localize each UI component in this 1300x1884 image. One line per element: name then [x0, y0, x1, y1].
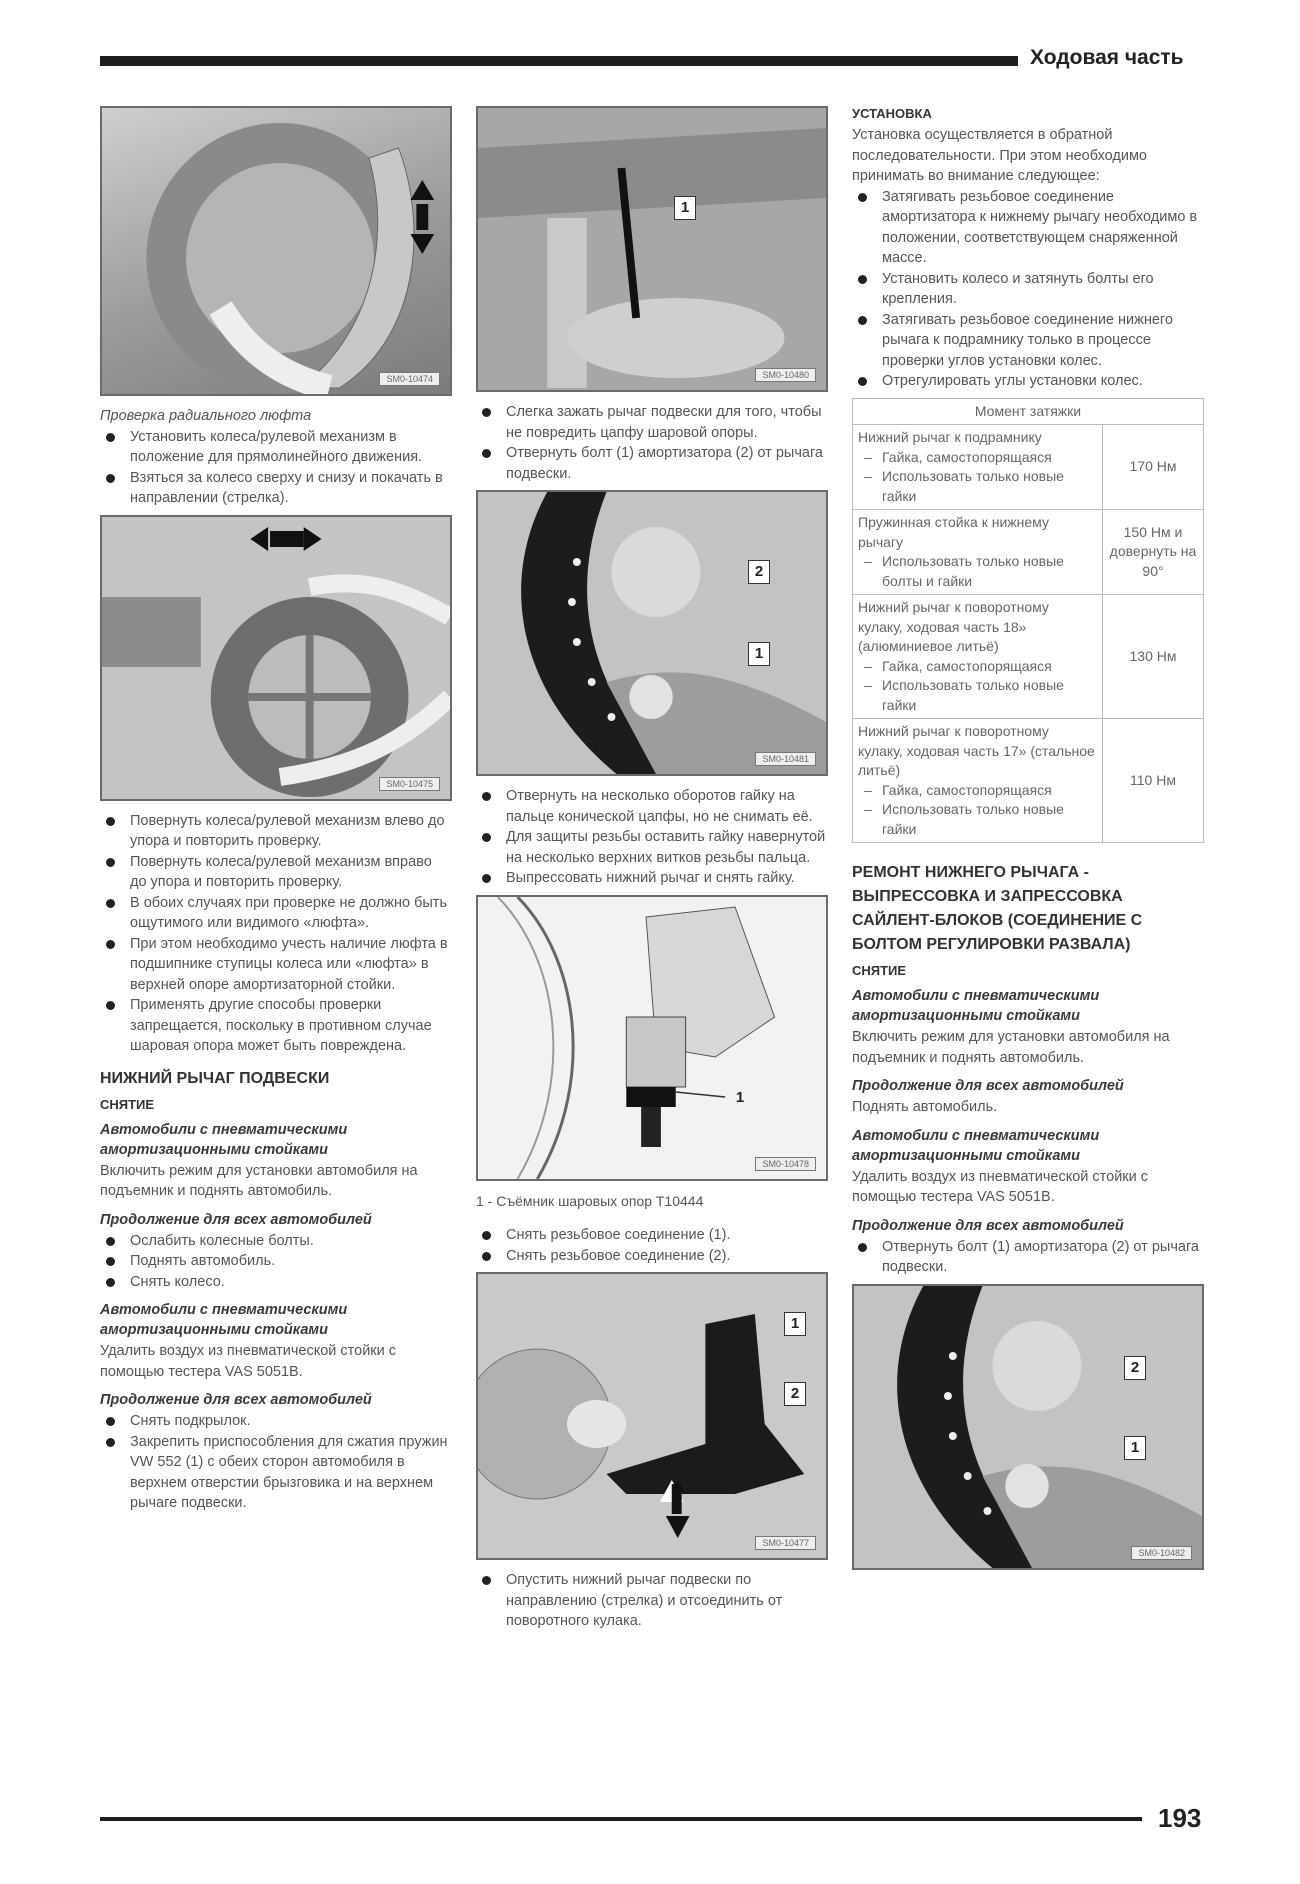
paragraph: Установка осуществляется в обратной последовательности. При этом необходимо принимать во внимание следующее: [852, 127, 1147, 184]
list-item: Отвернуть болт (1) амортизатора (2) от рычага подвески. [476, 443, 828, 484]
torque-value: 150 Нм и довернуть на 90° [1103, 510, 1204, 595]
row-note: – Использовать только новые болты и гайки [858, 552, 1097, 591]
figure-code: SM0-10480 [755, 368, 816, 382]
steps-list-2 [100, 811, 452, 1057]
list-item: Ослабить колесные болты. [100, 1231, 452, 1252]
section-heading: РЕМОНТ НИЖНЕГО РЫЧАГА - ВЫПРЕССОВКА И ЗАПРЕССОВКА САЙЛЕНТ-БЛОКОВ (СОЕДИНЕНИЕ С БОЛТОМ РЕГУЛИРОВКИ РАЗВАЛА) [852, 864, 1143, 953]
figure-code: SM0-10474 [379, 372, 440, 386]
list-item: Поднять автомобиль. [100, 1251, 452, 1272]
condition-heading: Автомобили с пневматическими амортизационными стойками [100, 1302, 348, 1338]
callout-2: 2 [784, 1382, 806, 1406]
list-item: Слегка зажать рычаг подвески для того, чтобы не повредить цапфу шаровой опоры. [476, 402, 828, 443]
chapter-title: Ходовая часть [1030, 46, 1184, 69]
list-item: Снять резьбовое соединение (1). [476, 1225, 828, 1246]
photo-lower-arm-removal [476, 1272, 828, 1560]
steps-list-3 [100, 1231, 452, 1293]
table-row [853, 595, 1204, 719]
row-note: – Использовать только новые гайки [858, 800, 1097, 839]
torque-table [852, 398, 1204, 844]
condition-heading: Автомобили с пневматическими амортизационными стойками [852, 988, 1100, 1024]
condition-heading: Продолжение для всех автомобилей [100, 1211, 372, 1228]
row-title: Нижний рычаг к поворотному кулаку, ходовая часть 18» (алюминиевое литьё) [858, 599, 1049, 654]
list-item: Снять колесо. [100, 1272, 452, 1293]
table-row [853, 510, 1204, 595]
steps-list-1 [476, 402, 828, 484]
paragraph: Удалить воздух из пневматической стойки с помощью тестера VAS 5051B. [100, 1343, 397, 1380]
row-title: Пружинная стойка к нижнему рычагу [858, 514, 1049, 550]
steps-list-3 [476, 1225, 828, 1266]
torque-value: 170 Нм [1103, 425, 1204, 510]
row-note: – Использовать только новые гайки [858, 467, 1097, 506]
paragraph: Включить режим для установки автомобиля на подъемник и поднять автомобиль. [852, 1029, 1170, 1066]
figure-code: SM0-10478 [755, 1157, 816, 1171]
row-note: – Использовать только новые гайки [858, 676, 1097, 715]
list-item: При этом необходимо учесть наличие люфта в подшипнике ступицы колеса или «люфта» в верхней опоре амортизаторной стойки. [100, 934, 452, 996]
header-rule [100, 56, 1018, 66]
callout-1: 1 [674, 196, 696, 220]
row-title: Нижний рычаг к подрамнику [858, 429, 1042, 445]
figure-code: SM0-10481 [755, 752, 816, 766]
page-number: 193 [1158, 1803, 1202, 1833]
list-item: Взяться за колесо сверху и снизу и покачать в направлении (стрелка). [100, 468, 452, 509]
paragraph: Удалить воздух из пневматической стойки с помощью тестера VAS 5051B. [852, 1168, 1149, 1205]
list-item: Отвернуть на несколько оборотов гайку на пальце конической цапфы, но не снимать её. [476, 786, 828, 827]
steps-list-2 [476, 786, 828, 889]
column-1 [100, 106, 452, 1520]
table-row [853, 719, 1204, 843]
figure-code: SM0-10475 [379, 777, 440, 791]
list-item: Затягивать резьбовое соединение амортизатора к нижнему рычагу необходимо в положении, соответствующем снаряженной массе. [852, 187, 1204, 269]
install-heading: УСТАНОВКА [852, 106, 932, 121]
row-note: – Гайка, самостопорящаяся [858, 448, 1097, 468]
subsection-heading: СНЯТИЕ [100, 1096, 155, 1112]
callout-2: 2 [1124, 1356, 1146, 1380]
column-3 [852, 106, 1204, 1580]
list-item: В обоих случаях при проверке не должно быть ощутимого или видимого «люфта». [100, 893, 452, 934]
paragraph: Поднять автомобиль. [852, 1099, 998, 1115]
row-title: Нижний рычаг к поворотному кулаку, ходовая часть 17» (стальное литьё) [858, 723, 1095, 778]
callout-1: 1 [1124, 1436, 1146, 1460]
photo-ball-joint-nut [476, 490, 828, 776]
row-note: – Гайка, самостопорящаяся [858, 657, 1097, 677]
subsection-heading: СНЯТИЕ [852, 963, 907, 978]
list-item: Отрегулировать углы установки колес. [852, 371, 1204, 392]
list-item: Отвернуть болт (1) амортизатора (2) от рычага подвески. [852, 1237, 1204, 1278]
drawing-ball-joint-puller [476, 895, 828, 1181]
paragraph: Включить режим для установки автомобиля на подъемник и поднять автомобиль. [100, 1162, 418, 1199]
torque-table-header: Момент затяжки [853, 398, 1204, 425]
list-item: Установить колесо и затянуть болты его крепления. [852, 269, 1204, 310]
torque-value: 110 Нм [1103, 719, 1204, 843]
callout-1: 1 [735, 1088, 745, 1106]
photo-lower-arm-bolt [852, 1284, 1204, 1570]
steps-list-4 [100, 1411, 452, 1514]
condition-heading: Продолжение для всех автомобилей [100, 1392, 372, 1408]
figure-code: SM0-10482 [1131, 1546, 1192, 1560]
column-2 [476, 106, 828, 1638]
steps-list-4 [476, 1570, 828, 1632]
callout-1: 1 [748, 642, 770, 666]
figure-code: SM0-10477 [755, 1536, 816, 1550]
list-item: Повернуть колеса/рулевой механизм влево до упора и повторить проверку. [100, 811, 452, 852]
list-item: Затягивать резьбовое соединение нижнего рычага к подрамнику только в процессе проверки углов установки колес. [852, 310, 1204, 372]
condition-heading: Продолжение для всех автомобилей [852, 1217, 1124, 1234]
list-item: Опустить нижний рычаг подвески по направлению (стрелка) и отсоединить от поворотного кулака. [476, 1570, 828, 1632]
list-item: Установить колеса/рулевой механизм в положение для прямолинейного движения. [100, 427, 452, 468]
install-list [852, 187, 1204, 392]
figure-caption: 1 - Съёмник шаровых опор T10444 [476, 1192, 704, 1209]
steps-list-1 [100, 427, 452, 509]
photo-wheel-radial-check [100, 106, 452, 396]
section-heading: НИЖНИЙ РЫЧАГ ПОДВЕСКИ [100, 1069, 330, 1087]
table-row [853, 425, 1204, 510]
list-item: Повернуть колеса/рулевой механизм вправо до упора и повторить проверку. [100, 852, 452, 893]
list-item: Применять другие способы проверки запрещается, поскольку в противном случае шаровая опора может быть повреждена. [100, 995, 452, 1057]
condition-heading: Автомобили с пневматическими амортизационными стойками [852, 1127, 1100, 1164]
figure-caption: Проверка радиального люфта [100, 408, 312, 424]
list-item: Снять подкрылок. [100, 1411, 452, 1432]
footer-rule [100, 1817, 1142, 1821]
list-item: Для защиты резьбы оставить гайку навернутой на несколько верхних витков резьбы пальца. [476, 827, 828, 868]
condition-heading: Продолжение для всех автомобилей [852, 1078, 1124, 1094]
callout-1: 1 [784, 1312, 806, 1336]
photo-shock-bolt [476, 106, 828, 392]
row-note: – Гайка, самостопорящаяся [858, 781, 1097, 801]
photo-wheel-axial-check [100, 515, 452, 801]
callout-2: 2 [748, 560, 770, 584]
condition-heading: Автомобили с пневматическими амортизационными стойками [100, 1121, 348, 1158]
list-item: Выпрессовать нижний рычаг и снять гайку. [476, 868, 828, 889]
list-item: Снять резьбовое соединение (2). [476, 1246, 828, 1267]
list-item: Закрепить приспособления для сжатия пружин VW 552 (1) с обеих сторон автомобиля в верхнем отверстии брызговика и на верхнем рычаге подвески. [100, 1432, 452, 1514]
steps-list-2 [852, 1237, 1204, 1278]
torque-value: 130 Нм [1103, 595, 1204, 719]
